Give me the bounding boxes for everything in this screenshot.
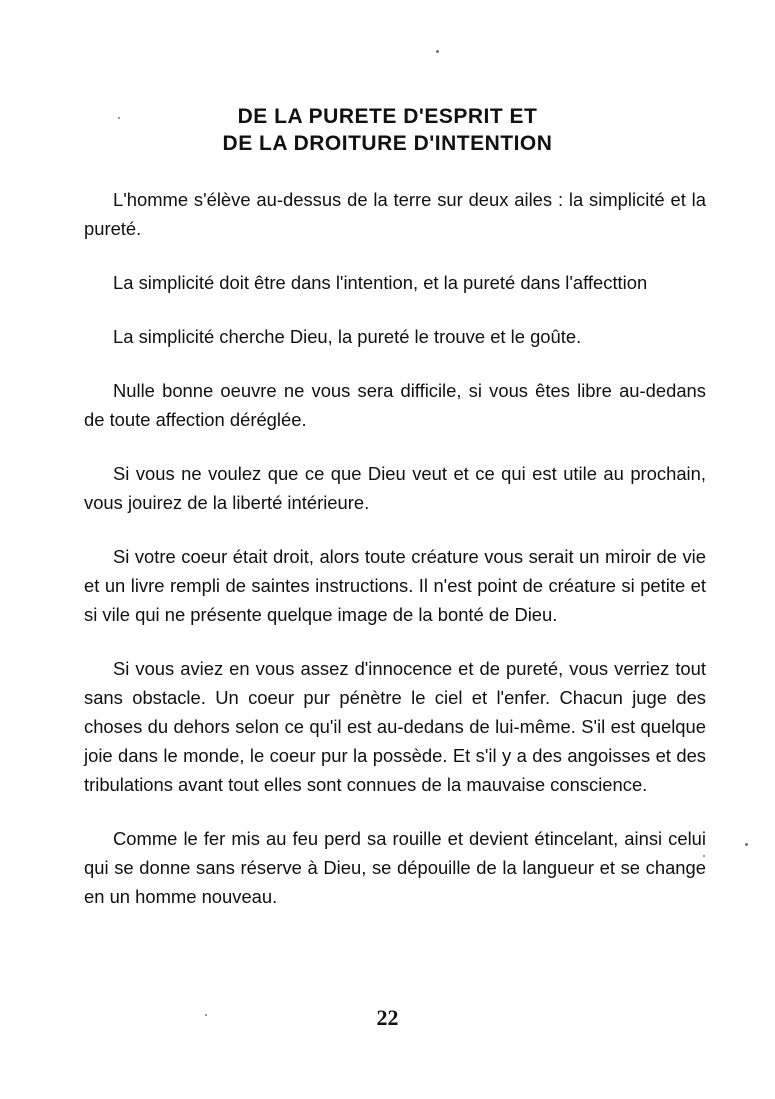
chapter-title-line-1: DE LA PURETE D'ESPRIT ET xyxy=(237,105,538,128)
page-number: 22 xyxy=(376,1005,399,1030)
scan-speck xyxy=(703,855,705,857)
chapter-title-line-2: DE LA DROITURE D'INTENTION xyxy=(222,132,553,155)
paragraph-8: Comme le fer mis au feu perd sa rouille et devient étincelant, ainsi celui qui se donne sans réserve à Dieu, se dépouille de la langueur et se change en un homme nouveau. xyxy=(84,828,706,907)
paragraph-1: L'homme s'élève au-dessus de la terre sur deux ailes : la simplicité et la pureté. xyxy=(84,189,706,239)
chapter-body xyxy=(84,185,706,936)
scan-speck xyxy=(118,117,120,119)
paragraph-3: La simplicité cherche Dieu, la pureté le trouve et le goûte. xyxy=(113,326,582,347)
paragraph-2: La simplicité doit être dans l'intention, et la pureté dans l'affecttion xyxy=(113,272,648,293)
scan-speck xyxy=(205,1014,207,1016)
paragraph-7: Si vous aviez en vous assez d'innocence et de pureté, vous verriez tout sans obstacle. Un coeur pur pénètre le ciel et l'enfer. Chacun juge des choses du dehors selon ce qu'il est au-dedans de lui-même. S'il est quelque joie dans le monde, le coeur pur la possède. Et s'il y a des angoisses et des tribulations avant tout elles sont connues de la mauvaise conscience. xyxy=(84,658,706,795)
paragraph-5: Si vous ne voulez que ce que Dieu veut et ce qui est utile au prochain, vous jouirez de la liberté intérieure. xyxy=(84,463,706,513)
paragraph-4: Nulle bonne oeuvre ne vous sera difficile, si vous êtes libre au-dedans de toute affection déréglée. xyxy=(84,380,706,430)
scan-speck xyxy=(436,50,439,53)
scan-speck xyxy=(745,843,748,846)
paragraph-6: Si votre coeur était droit, alors toute créature vous serait un miroir de vie et un livre rempli de saintes instructions. Il n'est point de créature si petite et si vile qui ne présente quelque image de la bonté de Dieu. xyxy=(84,546,706,625)
